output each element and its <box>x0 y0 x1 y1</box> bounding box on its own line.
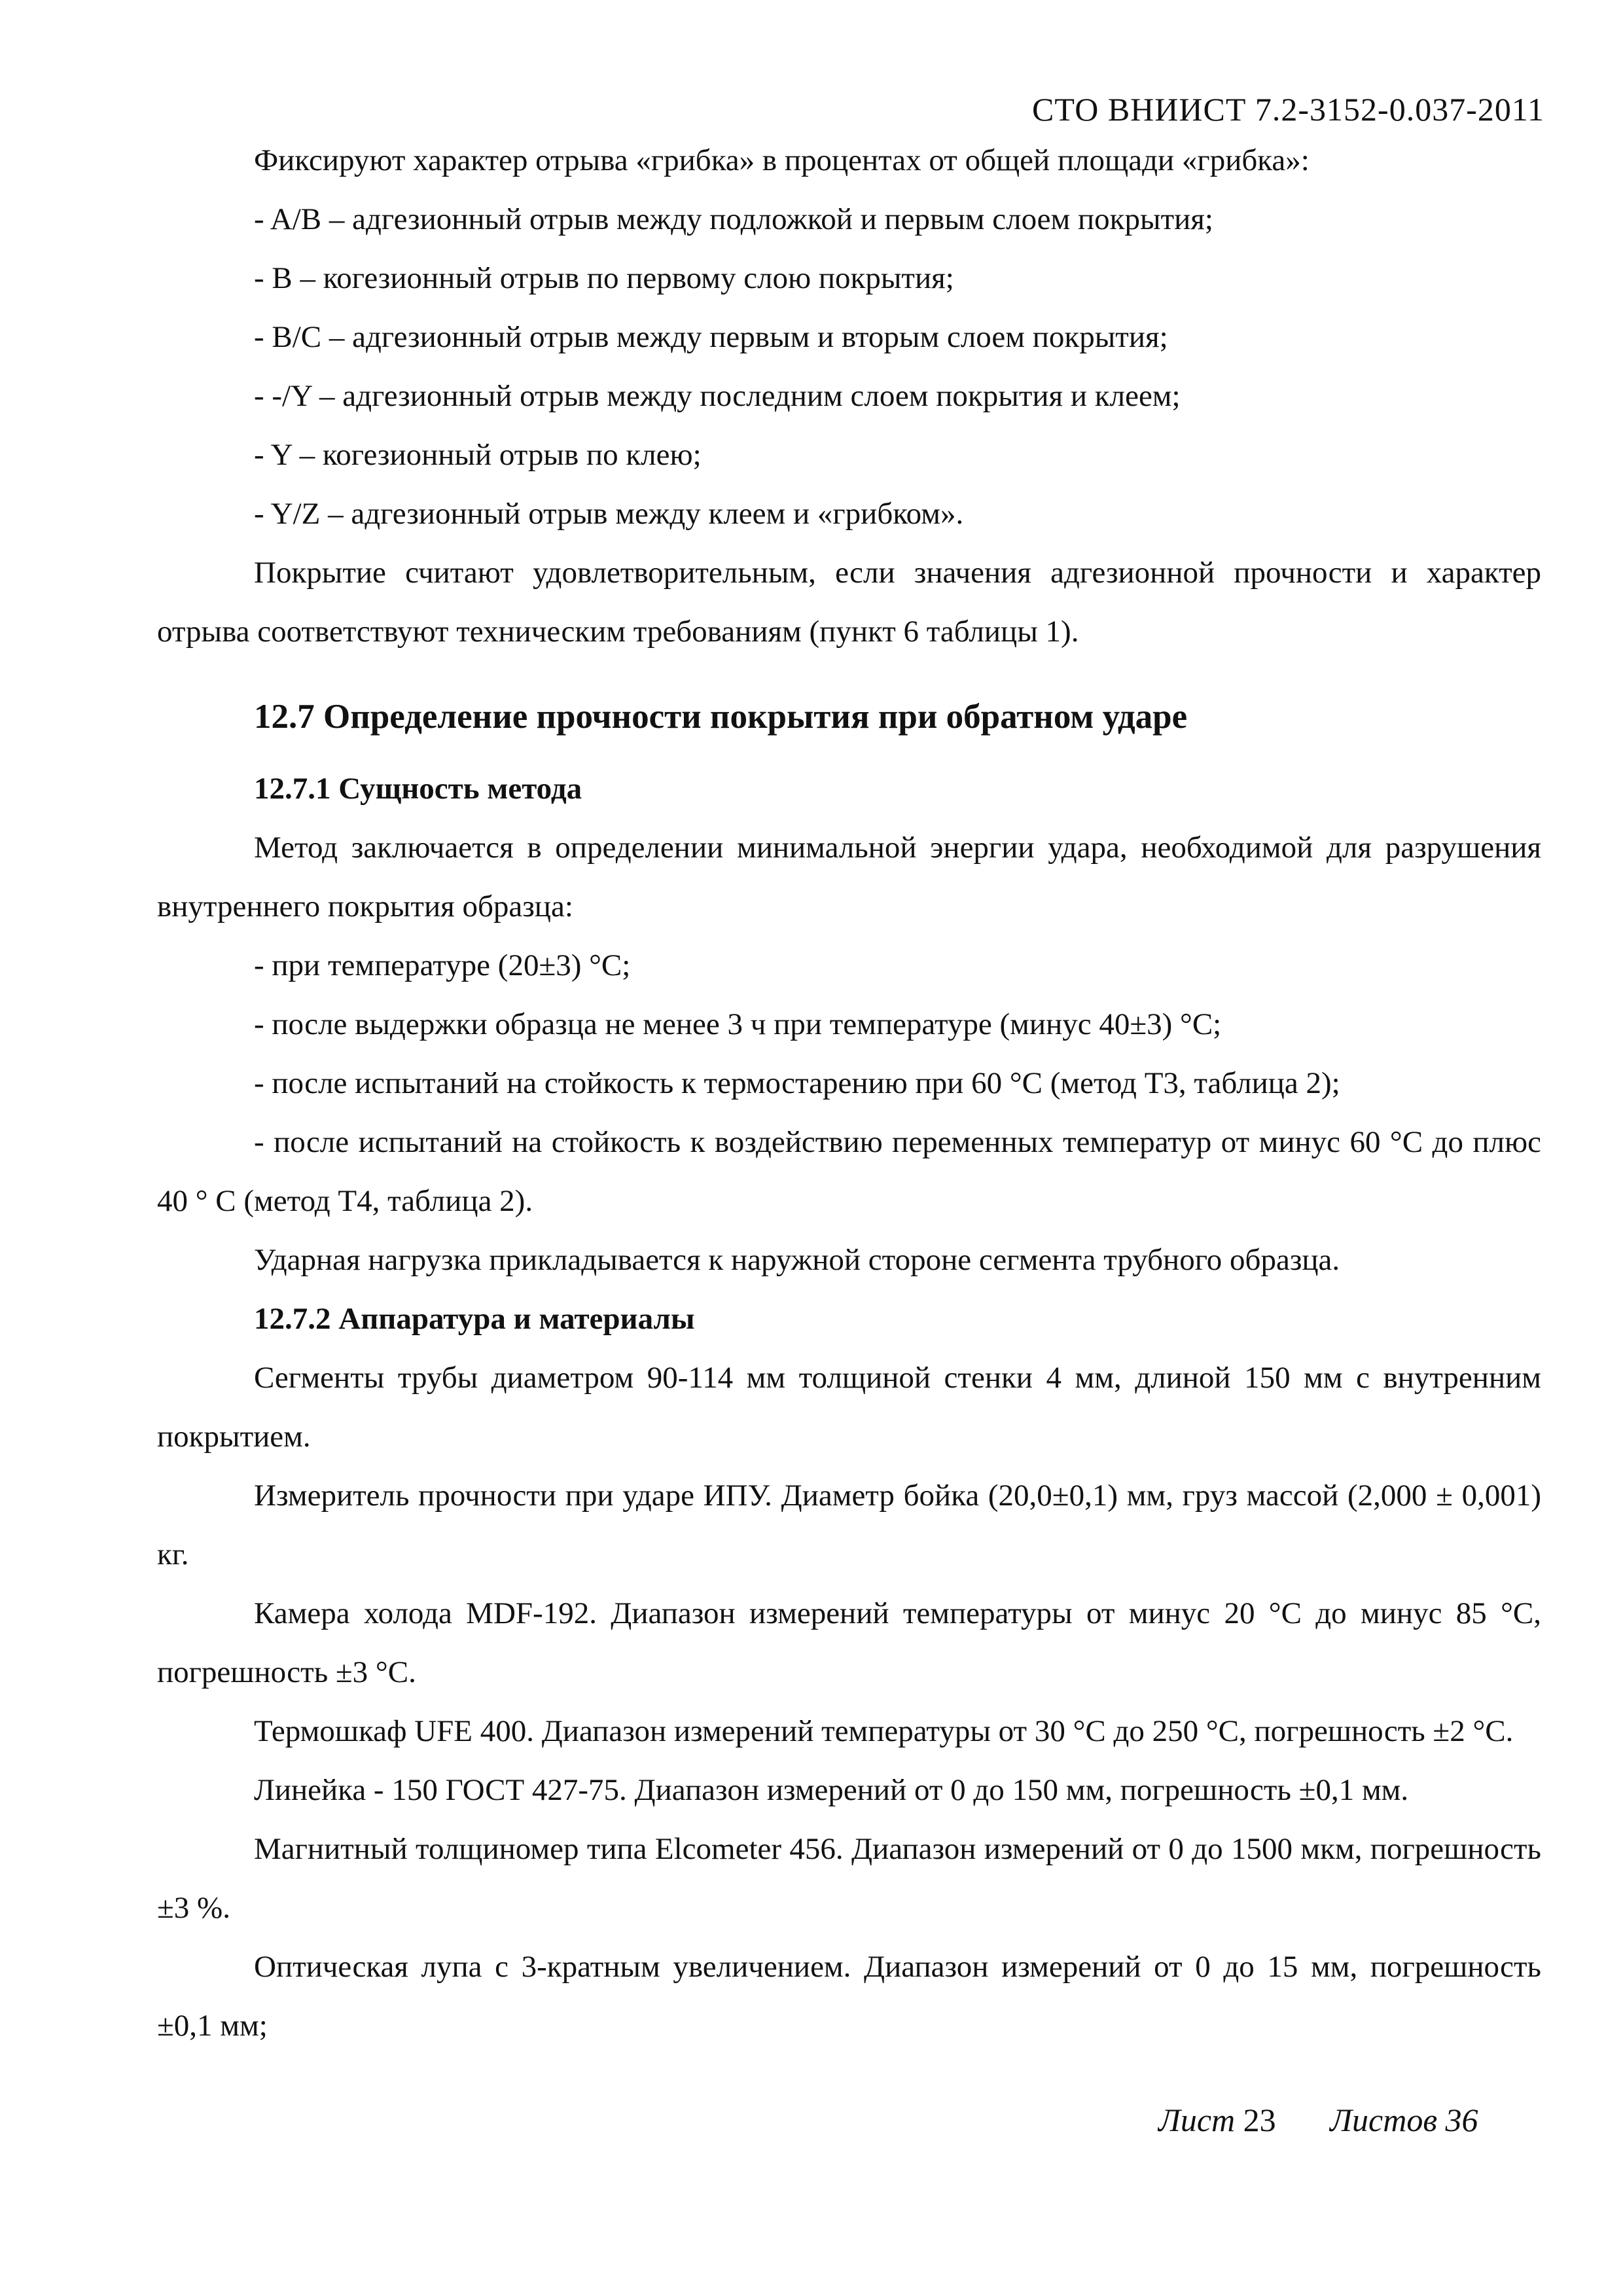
failure-intro: Фиксируют характер отрыва «грибка» в процентах от общей площади «грибка»: <box>254 143 1310 177</box>
section-heading: 12.7 Определение прочности покрытия при обратном ударе <box>254 698 1188 736</box>
equipment-item: Измеритель прочности при ударе ИПУ. Диаметр бойка (20,0±0,1) мм, груз массой (2,000 ± 0,001) кг. <box>157 1479 1541 1571</box>
sheet-label: Лист <box>1158 2102 1236 2138</box>
document-code: СТО ВНИИСТ 7.2-3152-0.037-2011 <box>1031 91 1544 128</box>
equipment-item: Магнитный толщиномер типа Elcometer 456. Диапазон измерений от 0 до 1500 мкм, погрешность ±3 %. <box>157 1832 1541 1925</box>
failure-type-item: - B/C – адгезионный отрыв между первым и вторым слоем покрытия; <box>254 320 1168 354</box>
failure-type-item: - A/B – адгезионный отрыв между подложкой и первым слоем покрытия; <box>254 202 1213 236</box>
failure-type-item: - -/Y – адгезионный отрыв между последним слоем покрытия и клеем; <box>254 379 1181 413</box>
failure-type-item: - B – когезионный отрыв по первому слою покрытия; <box>254 261 954 295</box>
page-footer <box>1158 2101 1478 2139</box>
condition-item: - после испытаний на стойкость к термостарению при 60 °С (метод Т3, таблица 2); <box>254 1066 1340 1100</box>
load-paragraph: Ударная нагрузка прикладывается к наружной стороне сегмента трубного образца. <box>254 1243 1340 1277</box>
equipment-item: Камера холода MDF-192. Диапазон измерений температуры от минус 20 °С до минус 85 °С, погрешность ±3 °С. <box>157 1596 1541 1689</box>
equipment-item: Оптическая лупа с 3-кратным увеличением. Диапазон измерений от 0 до 15 мм, погрешность ±0,1 мм; <box>157 1950 1541 2043</box>
condition-item: - при температуре (20±3) °С; <box>254 948 631 982</box>
sheet-number: 23 <box>1243 2102 1276 2138</box>
subsection-heading-equipment: 12.7.2 Аппаратура и материалы <box>254 1302 695 1336</box>
equipment-item: Термошкаф UFE 400. Диапазон измерений температуры от 30 °С до 250 °С, погрешность ±2 °С. <box>254 1714 1514 1748</box>
failure-type-item: - Y/Z – адгезионный отрыв между клеем и «грибком». <box>254 497 964 531</box>
page-body <box>157 131 1541 2055</box>
equipment-item: Линейка - 150 ГОСТ 427-75. Диапазон измерений от 0 до 150 мм, погрешность ±0,1 мм. <box>254 1773 1409 1807</box>
method-paragraph: Метод заключается в определении минимальной энергии удара, необходимой для разрушения внутреннего покрытия образца: <box>157 831 1541 924</box>
equipment-item: Сегменты трубы диаметром 90-114 мм толщиной стенки 4 мм, длиной 150 мм с внутренним покрытием. <box>157 1361 1541 1454</box>
failure-type-item: - Y – когезионный отрыв по клею; <box>254 438 702 472</box>
subsection-heading-method: 12.7.1 Сущность метода <box>254 772 582 806</box>
conclusion-paragraph: Покрытие считают удовлетворительным, если значения адгезионной прочности и характер отрыва соответствуют техническим требованиям (пункт 6 таблицы 1). <box>157 556 1541 649</box>
total-sheets-number: 36 <box>1445 2102 1478 2138</box>
total-sheets-label: Листов <box>1330 2102 1438 2138</box>
condition-item: - после испытаний на стойкость к воздействию переменных температур от минус 60 °С до плюс 40 ° С (метод Т4, таблица 2). <box>157 1125 1541 1218</box>
condition-item: - после выдержки образца не менее 3 ч при температуре (минус 40±3) °С; <box>254 1007 1222 1041</box>
